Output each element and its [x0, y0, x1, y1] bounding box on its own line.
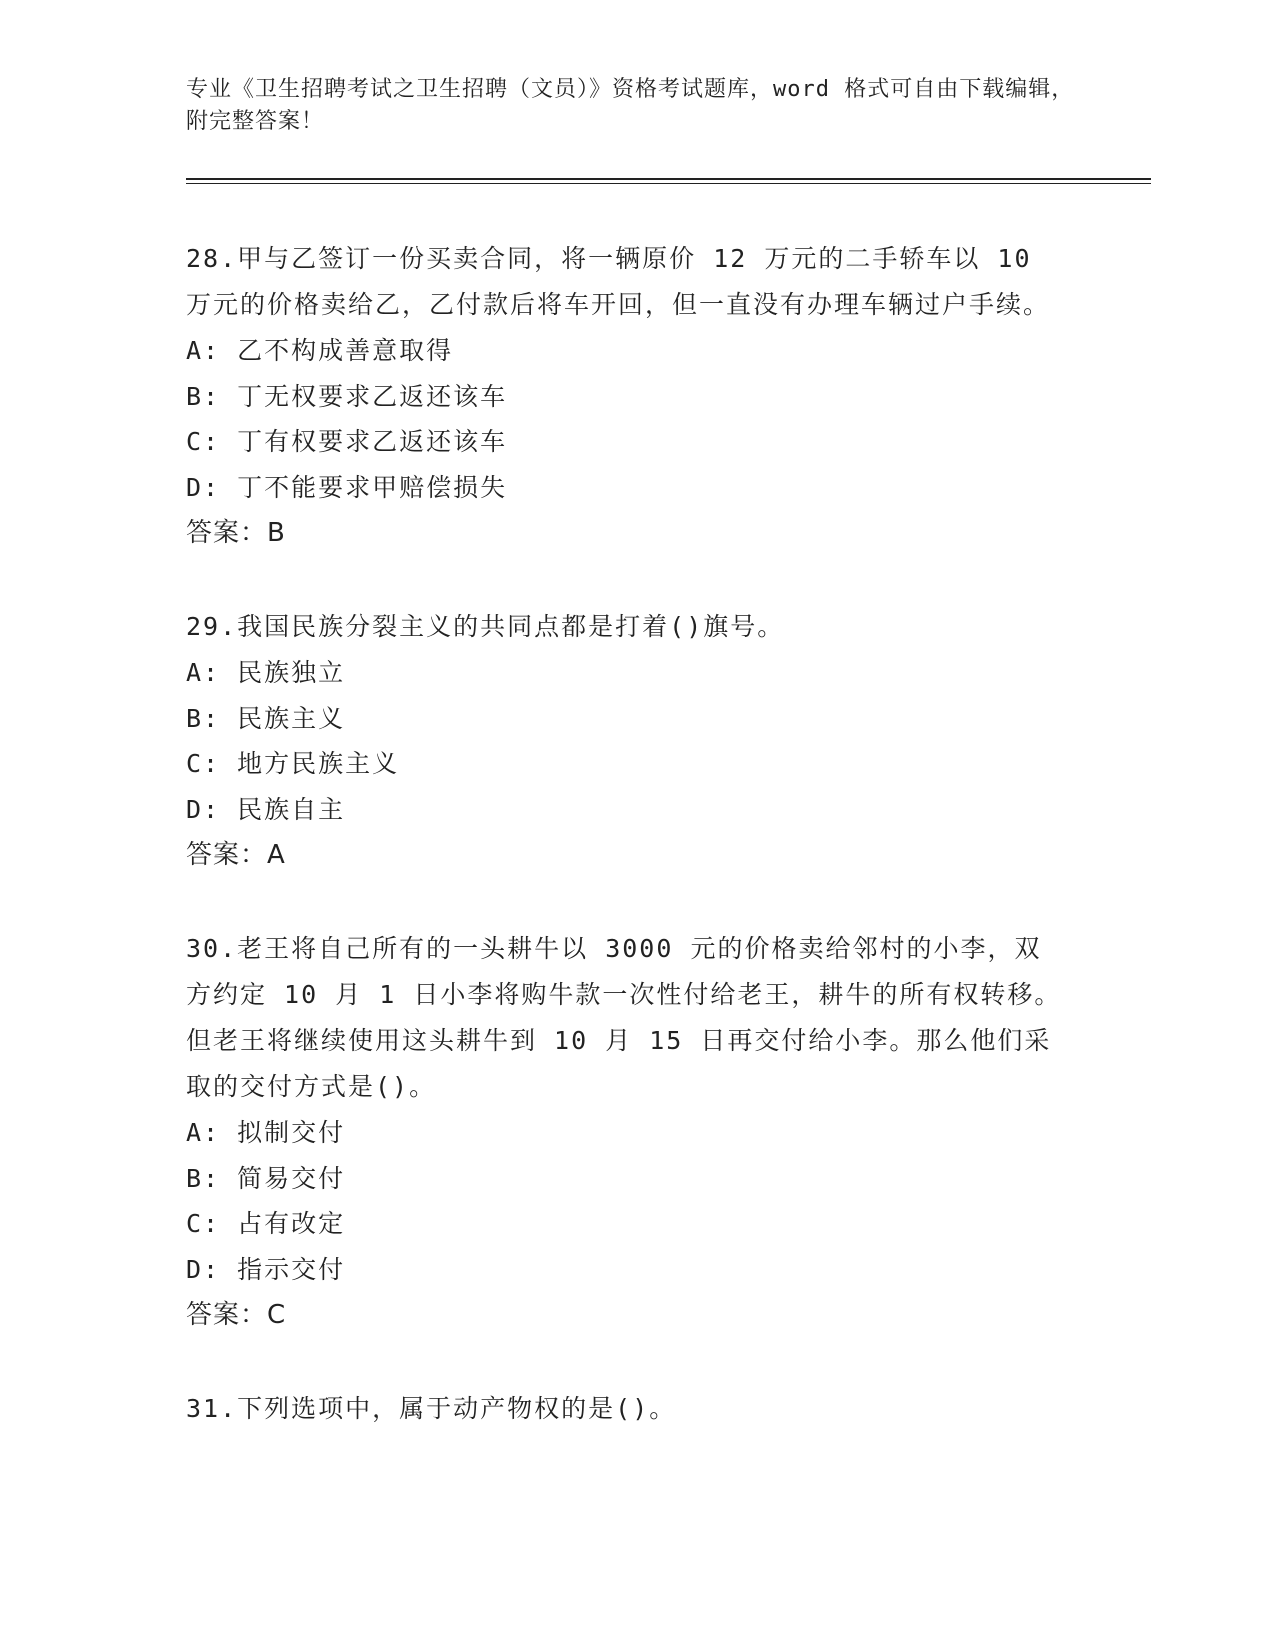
answer-label: 答案：A [186, 840, 286, 870]
question-29 [186, 604, 1066, 878]
answer-label: 答案：B [186, 518, 286, 548]
option-c: C: 丁有权要求乙返还该车 [186, 427, 508, 456]
spacer [186, 878, 1066, 926]
option-a: A: 民族独立 [186, 658, 346, 687]
question-stem: 29.我国民族分裂主义的共同点都是打着()旗号。 [186, 612, 785, 641]
header-divider-thick [186, 178, 1151, 180]
answer-label: 答案：C [186, 1300, 287, 1330]
option-d: D: 指示交付 [186, 1254, 346, 1284]
question-31 [186, 1386, 1066, 1432]
question-30 [186, 926, 1066, 1338]
question-list [186, 236, 1066, 1432]
question-stem: 28.甲与乙签订一份买卖合同，将一辆原价 12 万元的二手轿车以 10 万元的价格卖给乙，乙付款后将车开回，但一直没有办理车辆过户手续。 [186, 244, 1051, 319]
question-stem: 30.老王将自己所有的一头耕牛以 3000 元的价格卖给邻村的小李，双方约定 10 月 1 日小李将购牛款一次性付给老王，耕牛的所有权转移。但老王将继续使用这头耕牛到 10 月 15 日再交付给小李。那么他们采取的交付方式是()。 [186, 934, 1062, 1101]
spacer [186, 1338, 1066, 1386]
header-divider-thin [186, 183, 1151, 184]
option-b: B: 民族主义 [186, 703, 346, 733]
option-d: D: 民族自主 [186, 794, 346, 824]
option-b: B: 丁无权要求乙返还该车 [186, 381, 508, 411]
spacer [186, 556, 1066, 604]
option-c: C: 占有改定 [186, 1209, 346, 1238]
question-stem: 31.下列选项中，属于动产物权的是()。 [186, 1394, 677, 1423]
option-a: A: 拟制交付 [186, 1118, 346, 1147]
option-d: D: 丁不能要求甲赔偿损失 [186, 472, 508, 502]
question-28 [186, 236, 1066, 556]
document-header: 专业《卫生招聘考试之卫生招聘（文员）》资格考试题库，word 格式可自由下载编辑，附完整答案！ [186, 77, 1075, 134]
option-c: C: 地方民族主义 [186, 749, 400, 778]
option-a: A: 乙不构成善意取得 [186, 336, 454, 365]
option-b: B: 简易交付 [186, 1163, 346, 1193]
